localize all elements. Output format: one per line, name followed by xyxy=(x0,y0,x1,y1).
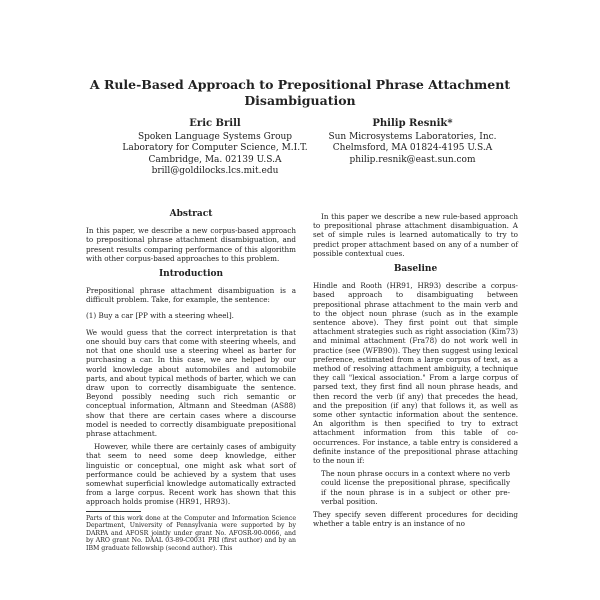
footnote: Parts of this work done at the Computer and Information Science Department, University of Pennsylvania were supported by by DARPA and AFOSR jointly under grant No. AFOSR-90-0066, and by ARO grant No. DAAL 03-89-C0031 PRI (first author) and by an IBM graduate fellowship (second author). This xyxy=(86,514,296,553)
intro-paragraph: We would guess that the correct interpretation is that one should buy cars that come with steering wheels, and not that one should use a steering wheel as barter for purchasing a car. In this case, we are helped by our world knowledge about automobiles and automobile parts, and about typical methods of barter, which we can draw upon to correctly disambiguate the sentence. Beyond possibly needing such rich semantic or conceptual information, Altmann and Steedman (AS88) show that there are certain cases where a discourse model is needed to correctly disambiguate prepositional phrase attachment. xyxy=(86,327,296,439)
author-affiliation-line: Laboratory for Computer Science, M.I.T. xyxy=(122,143,308,153)
baseline-heading: Baseline xyxy=(393,264,438,275)
paper-title: A Rule-Based Approach to Prepositional Phrase Attachment Disambiguation xyxy=(89,77,511,108)
author-name: Philip Resnik* xyxy=(372,118,453,129)
author-block-1 xyxy=(115,118,315,178)
example-sentence: (1) Buy a car [PP with a steering wheel]. xyxy=(86,310,234,320)
introduction-heading: Introduction xyxy=(158,269,224,280)
intro-paragraph: Prepositional phrase attachment disambiguation is a difficult problem. Take, for example, the sentence: xyxy=(86,286,296,305)
author-block-2 xyxy=(320,118,505,166)
author-affiliation-line: Cambridge, Ma. 02139 U.S.A xyxy=(148,154,282,165)
right-column xyxy=(313,212,518,533)
author-name: Eric Brill xyxy=(189,118,241,129)
intro-paragraph: However, while there are certainly cases of ambiguity that seem to need some deep knowledge, either linguistic or conceptual, one might ask what sort of performance could be achieved by a system that uses somewhat superficial knowledge automatically extracted from a large corpus. Recent work has shown that this approach holds promise (HR91, HR93). xyxy=(86,442,296,507)
author-email: philip.resnik@east.sun.com xyxy=(349,154,476,165)
baseline-paragraph: Hindle and Rooth (HR91, HR93) describe a corpus-based approach to disambiguating between prepositional phrase attachment to the main verb and to the object noun phrase (such as in the example sentence above). They first point out that simple attachment strategies such as right association (Kim73) and minimal attachment (Fra78) do not work well in practice (see (WFB90)). They then suggest using lexical preference, estimated from a large corpus of text, as a method of resolving attachment ambiguity, a technique they call "lexical association." From a large corpus of parsed text, they first find all noun phrase heads, and then record the verb (if any) that precedes the head, and the preposition (if any) that follows it, as well as some other syntactic information about the sentence. An algorithm is then specified to try to extract attachment information from this table of co-occurrences. For instance, a table entry is considered a definite instance of the prepositional phrase attaching to the noun if: xyxy=(313,281,518,466)
author-affiliation-line: Spoken Language Systems Group xyxy=(137,131,293,142)
abstract-text: In this paper, we describe a new corpus-based approach to prepositional phrase attachment disambiguation, and present results comparing performance of this algorithm with other corpus-based approaches to this problem. xyxy=(86,226,296,263)
baseline-quote: The noun phrase occurs in a context where no verb could license the prepositional phrase, specifically if the noun phrase is in a subject or other pre-verbal position. xyxy=(321,469,510,506)
author-email: brill@goldilocks.lcs.mit.edu xyxy=(151,166,279,176)
footnote-rule xyxy=(86,511,141,512)
baseline-paragraph: They specify seven different procedures for deciding whether a table entry is an instance of no xyxy=(313,510,518,529)
left-column xyxy=(86,203,296,557)
abstract-heading: Abstract xyxy=(169,209,213,219)
intro-paragraph: In this paper we describe a new rule-based approach to prepositional phrase attachment disambiguation. A set of simple rules is learned automatically to try to predict proper attachment based on any of a number of possible contextual cues. xyxy=(313,212,518,258)
author-affiliation-line: Chelmsford, MA 01824-4195 U.S.A xyxy=(332,143,493,153)
author-affiliation-line: Sun Microsystems Laboratories, Inc. xyxy=(328,131,497,142)
